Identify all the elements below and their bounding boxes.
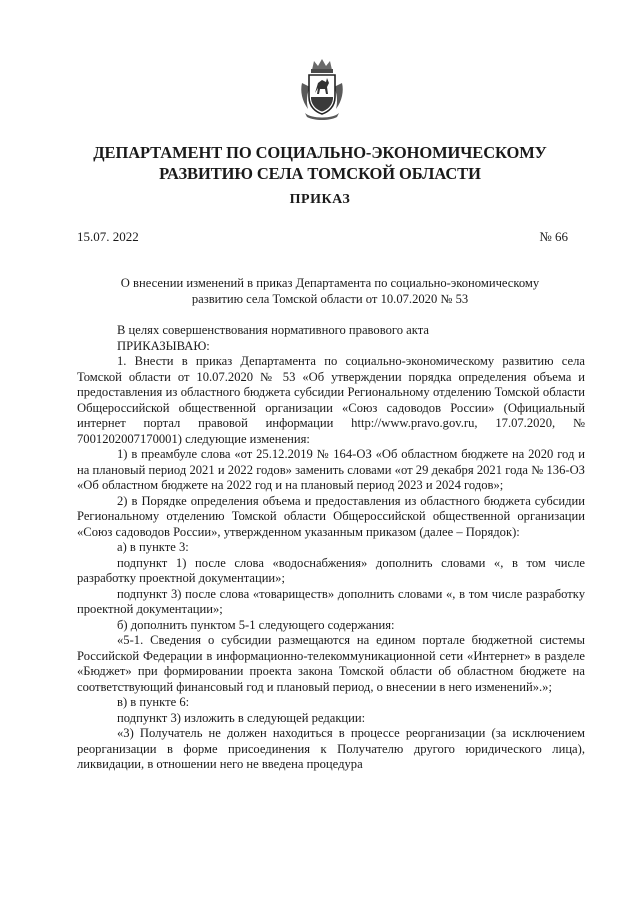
paragraph: 2) в Порядке определения объема и предоставления из областного бюджета субсидии Региональному отделению Томской области Общероссийской общественной организации «Союз садоводов России», утвержденном указанным приказом (далее – Порядок): [77,493,585,539]
paragraph: подпункт 1) после слова «водоснабжения» дополнить словами «, в том числе разработку проектной документации»; [77,555,585,585]
paragraph: «5-1. Сведения о субсидии размещаются на едином портале бюджетной системы Российской Федерации в информационно-телекоммуникационной сети «Интернет» в разделе «Бюджет» при формировании проекта закона Томской области об областном бюджете на соответствующий финансовый год и плановый период, о внесении в него изменений».»; [77,633,585,694]
paragraph: 1. Внести в приказ Департамента по социально-экономическому развитию села Томской области от 10.07.2020 № 53 «Об утверждении порядка определения объема и предоставления из областного бюджета субсидии Региональному отделению Томской области Общероссийской общественной организации «Союз садоводов России» (Официальный интернет портал правовой информации http://www.pravo.gov.ru, 17.07.2020, № 7001202007170001) следующие изменения: [77,354,585,446]
paragraph: В целях совершенствования нормативного правового акта [117,323,429,337]
department-title-line-1: ДЕПАРТАМЕНТ ПО СОЦИАЛЬНО-ЭКОНОМИЧЕСКОМУ [93,143,547,162]
subject-line-1: О внесении изменений в приказ Департамента по социально-экономическому [120,276,540,290]
paragraph: ПРИКАЗЫВАЮ: [117,338,210,353]
department-title-line-2: РАЗВИТИЮ СЕЛА ТОМСКОЙ ОБЛАСТИ [159,164,481,183]
document-subject [90,276,570,307]
paragraph: «3) Получатель не должен находиться в процессе реорганизации (за исключением реорганизации в форме присоединения к Получателю другого юридического лица), ликвидации, в отношении него не введена процедура [77,726,585,771]
paragraph: 1) в преамбуле слова «от 25.12.2019 № 164-ОЗ «Об областном бюджете на 2020 год и на плановый период 2021 и 2022 годов» заменить словами «от 29 декабря 2021 года № 136-ОЗ «Об областном бюджете на 2022 год и на плановый период 2023 и 2024 годов»; [77,447,585,492]
document-type: ПРИКАЗ [289,192,351,207]
subject-line-2: развитию села Томской области от 10.07.2020 № 53 [191,291,469,306]
document-number: № 66 [539,229,568,244]
department-title [70,142,570,184]
document-body [77,323,585,773]
paragraph: б) дополнить пунктом 5-1 следующего содержания: [117,617,395,632]
document-date: 15.07. 2022 [77,229,139,244]
tomsk-coat-of-arms-icon [299,57,345,121]
paragraph: подпункт 3) после слова «товариществ» дополнить словами «, в том числе разработку проектной документации»; [77,586,585,616]
paragraph: подпункт 3) изложить в следующей редакции: [117,710,366,725]
paragraph: а) в пункте 3: [117,540,189,554]
paragraph: в) в пункте 6: [117,695,190,709]
